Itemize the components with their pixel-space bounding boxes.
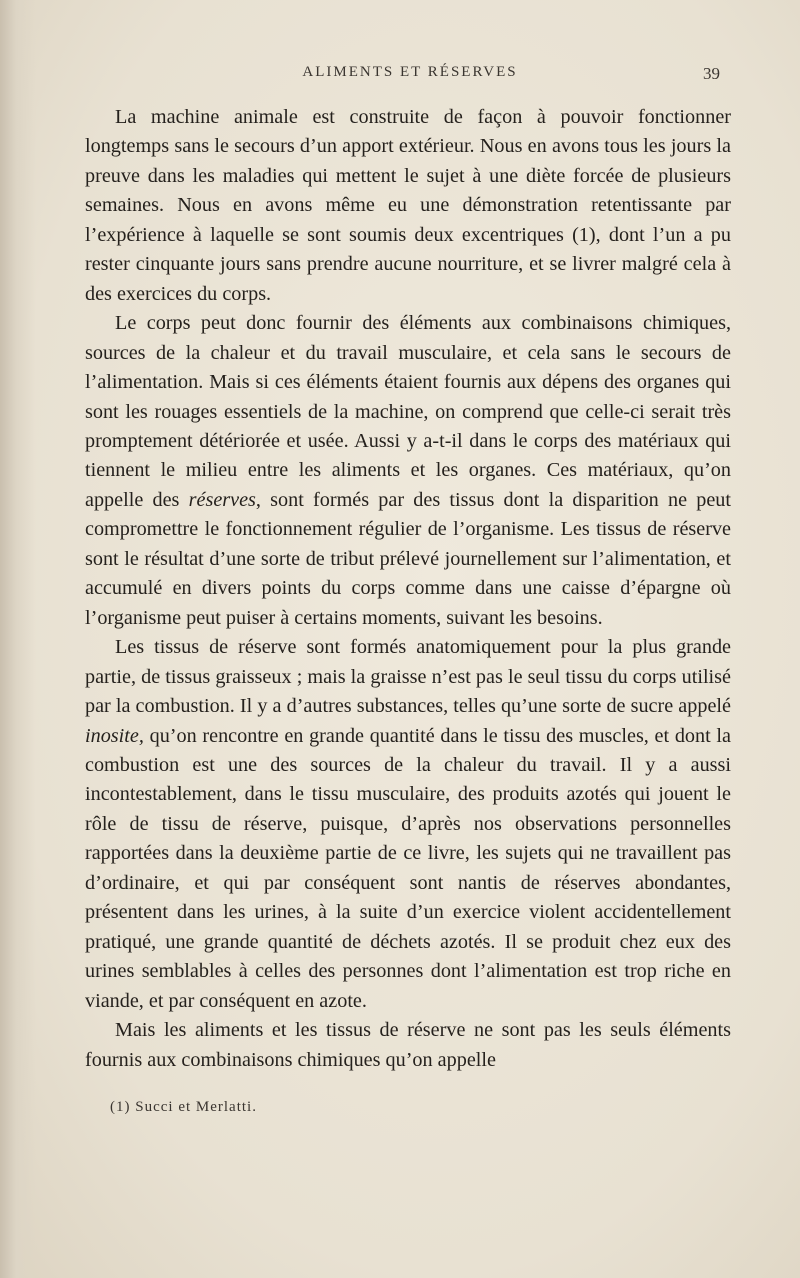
running-header — [100, 64, 720, 88]
binding-shadow — [0, 0, 36, 1278]
paragraph: Le corps peut donc fournir des éléments aux combinaisons chimiques, sources de la chaleur et du travail musculaire, et cela sans le secours de l’alimentation. Mais si ces éléments étaient fournis aux dépens des organes qui sont les rouages essentiels de la machine, on comprend que celle-ci serait très promptement détériorée et usée. Aussi y a-t-il dans le corps des matériaux qui tiennent le milieu entre les aliments et les organes. Ces matériaux, qu’on appelle des réserves, sont formés par des tissus dont la disparition ne peut compromettre le fonctionnement régulier de l’organisme. Les tissus de réserve sont le résultat d’une sorte de tribut prélevé journellement sur l’alimentation, et accumulé en divers points du corps comme dans une caisse d’épargne où l’organisme peut puiser à certains moments, suivant les besoins. — [85, 312, 731, 629]
body-text — [85, 103, 731, 1075]
page-number: 39 — [703, 64, 720, 83]
italic-term: inosite, — [85, 724, 144, 747]
running-title: ALIMENTS ET RÉSERVES — [302, 64, 518, 80]
paragraph: Les tissus de réserve sont formés anatomiquement pour la plus grande partie, de tissus graisseux ; mais la graisse n’est pas le seul tissu du corps utilisé par la combustion. Il y a d’autres substances, telles qu’une sorte de sucre appelé inosite, qu’on rencontre en grande quantité dans le tissu des muscles, et dont la combustion est une des sources de la chaleur du travail. Il y a aussi incontestablement, dans le tissu musculaire, des produits azotés qui jouent le rôle de tissu de réserve, puisque, d’après nos observations personnelles rapportées dans la deuxième partie de ce livre, les sujets qui ne travaillent pas d’ordinaire, et qui par conséquent sont nantis de réserves abondantes, présentent dans les urines, à la suite d’un exercice violent accidentellement pratiqué, une grande quantité de déchets azotés. Il se produit chez eux des urines semblables à celles des personnes dont l’alimentation est trop riche en viande, et par conséquent en azote. — [85, 636, 731, 1012]
italic-term: réserves — [188, 488, 256, 511]
paragraph: Mais les aliments et les tissus de réserve ne sont pas les seuls éléments fournis aux combinaisons chimiques qu’on appelle — [85, 1019, 731, 1071]
footnote: (1) Succi et Merlatti. — [110, 1099, 257, 1115]
paragraph: La machine animale est construite de façon à pouvoir fonctionner longtemps sans le secours d’un apport extérieur. Nous en avons tous les jours la preuve dans les maladies qui mettent le sujet à une diète forcée de plusieurs semaines. Nous en avons même eu une démonstration retentissante par l’expérience à laquelle se sont soumis deux excentriques (1), dont l’un a pu rester cinquante jours sans prendre aucune nourriture, et se livrer malgré cela à des exercices du corps. — [85, 106, 731, 305]
